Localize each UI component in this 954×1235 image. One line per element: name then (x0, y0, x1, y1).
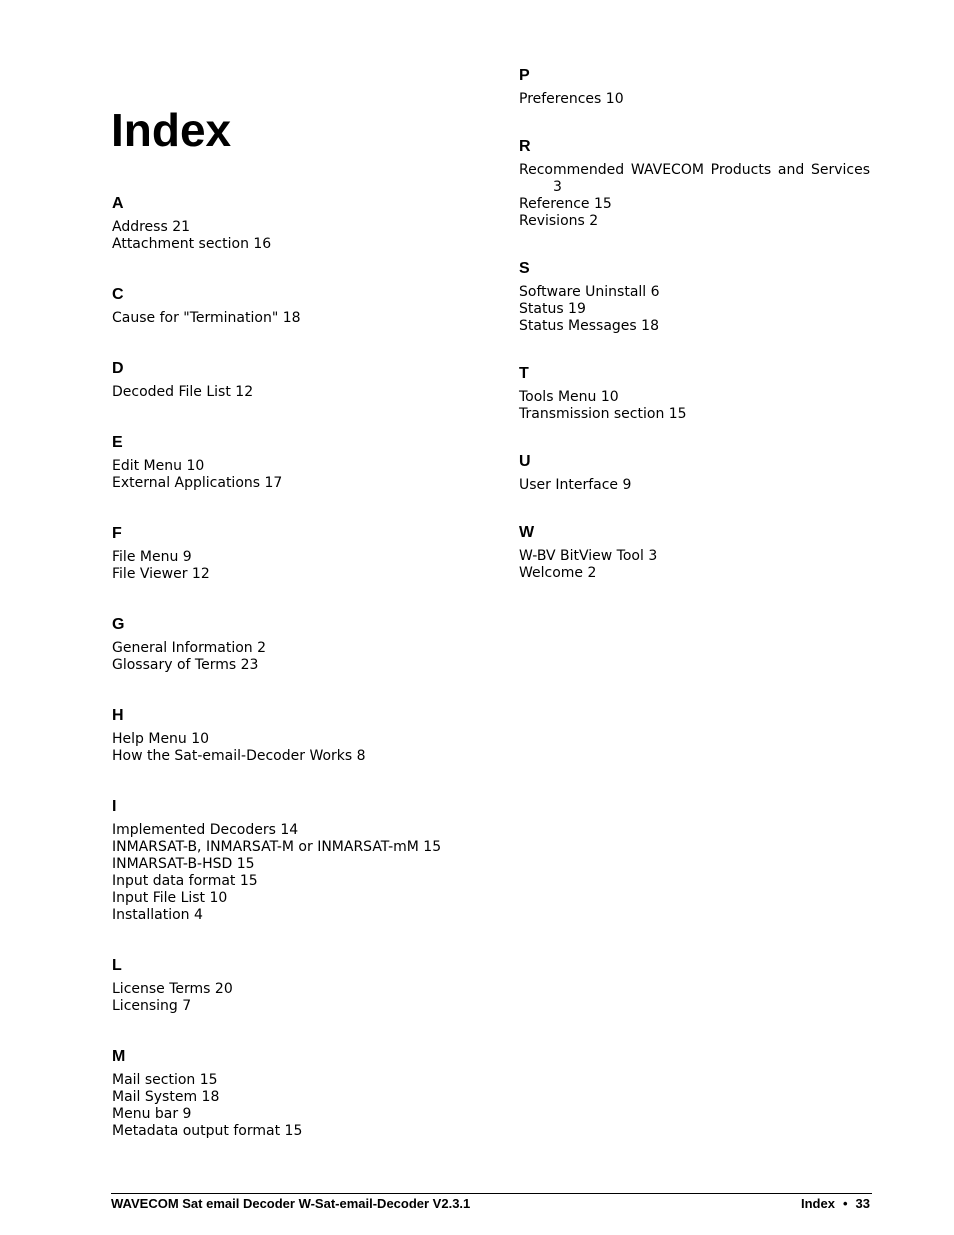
section-spacer (519, 108, 870, 133)
section-spacer (112, 253, 472, 281)
index-entry: Status Messages 18 (519, 318, 659, 334)
index-entry: Software Uninstall 6 (519, 284, 660, 300)
index-section-i (112, 793, 472, 924)
section-letter: W (519, 524, 535, 541)
index-entry: User Interface 9 (519, 477, 632, 493)
footer-page-number: 33 (855, 1196, 870, 1211)
index-column-left (112, 190, 472, 1140)
index-entry: Status 19 (519, 301, 586, 317)
section-letter: S (519, 260, 530, 277)
index-section-h (112, 702, 472, 765)
index-entry: INMARSAT-B-HSD 15 (112, 856, 255, 872)
section-spacer (519, 230, 870, 255)
index-entry: Recommended WAVECOM Products and Services 3 (519, 162, 870, 195)
index-entry: Installation 4 (112, 907, 203, 923)
footer-page-info (801, 1196, 870, 1212)
section-spacer (519, 494, 870, 519)
index-section-w (519, 519, 870, 582)
section-letter: G (112, 616, 125, 633)
index-entry: Decoded File List 12 (112, 384, 254, 400)
index-entry: Menu bar 9 (112, 1106, 192, 1122)
index-entry: Revisions 2 (519, 213, 599, 229)
section-letter: A (112, 195, 124, 212)
index-entry: Metadata output format 15 (112, 1123, 303, 1139)
index-section-d (112, 355, 472, 401)
index-entry: Cause for "Termination" 18 (112, 310, 301, 326)
section-letter: T (519, 365, 529, 382)
index-section-s (519, 255, 870, 335)
index-section-g (112, 611, 472, 674)
section-spacer (519, 335, 870, 360)
index-entry: Help Menu 10 (112, 731, 210, 747)
section-letter: M (112, 1048, 126, 1065)
section-spacer (112, 674, 472, 702)
section-letter: C (112, 286, 124, 303)
section-letter: P (519, 67, 530, 84)
section-letter: R (519, 138, 531, 155)
footer-rule (111, 1193, 872, 1194)
index-entry: Input File List 10 (112, 890, 228, 906)
section-spacer (112, 924, 472, 952)
index-entry: File Viewer 12 (112, 566, 210, 582)
index-entry: Address 21 (112, 219, 191, 235)
section-letter: F (112, 525, 122, 542)
section-spacer (112, 1015, 472, 1043)
index-section-t (519, 360, 870, 423)
index-entry: Glossary of Terms 23 (112, 657, 259, 673)
index-entry: Transmission section 15 (519, 406, 687, 422)
section-spacer (112, 492, 472, 520)
section-spacer (519, 423, 870, 448)
index-section-e (112, 429, 472, 492)
index-section-c (112, 281, 472, 327)
index-entry: Preferences 10 (519, 91, 624, 107)
index-section-l (112, 952, 472, 1015)
section-letter: H (112, 707, 124, 724)
index-section-u (519, 448, 870, 494)
index-entry: How the Sat-email-Decoder Works 8 (112, 748, 366, 764)
index-section-m (112, 1043, 472, 1140)
footer-section-name: Index (801, 1196, 835, 1211)
index-entry: W-BV BitView Tool 3 (519, 548, 658, 564)
index-entry: Mail section 15 (112, 1072, 218, 1088)
footer-bullet: • (842, 1196, 848, 1211)
page-footer (111, 1196, 870, 1212)
index-entry: External Applications 17 (112, 475, 283, 491)
index-section-r (519, 133, 870, 230)
section-letter: L (112, 957, 122, 974)
index-entry: Implemented Decoders 14 (112, 822, 299, 838)
index-entry: License Terms 20 (112, 981, 233, 997)
index-entry: Licensing 7 (112, 998, 192, 1014)
section-spacer (112, 327, 472, 355)
footer-document-title: WAVECOM Sat email Decoder W-Sat-email-Decoder V2.3.1 (111, 1196, 471, 1211)
index-entry: Attachment section 16 (112, 236, 272, 252)
section-letter: E (112, 434, 123, 451)
section-spacer (112, 583, 472, 611)
index-entry: Welcome 2 (519, 565, 597, 581)
section-letter: D (112, 360, 124, 377)
index-section-p (519, 62, 870, 108)
index-entry: Reference 15 (519, 196, 612, 212)
index-entry: Mail System 18 (112, 1089, 220, 1105)
index-entry: Tools Menu 10 (519, 389, 619, 405)
index-column-right (519, 62, 870, 582)
page-title: Index (111, 104, 232, 156)
index-section-f (112, 520, 472, 583)
index-entry: Input data format 15 (112, 873, 258, 889)
section-letter: I (112, 798, 117, 815)
index-entry: Edit Menu 10 (112, 458, 205, 474)
section-letter: U (519, 453, 531, 470)
section-spacer (112, 401, 472, 429)
section-spacer (112, 765, 472, 793)
index-entry: File Menu 9 (112, 549, 192, 565)
index-entry: General Information 2 (112, 640, 267, 656)
index-section-a (112, 190, 472, 253)
index-entry: INMARSAT-B, INMARSAT-M or INMARSAT-mM 15 (112, 839, 442, 855)
